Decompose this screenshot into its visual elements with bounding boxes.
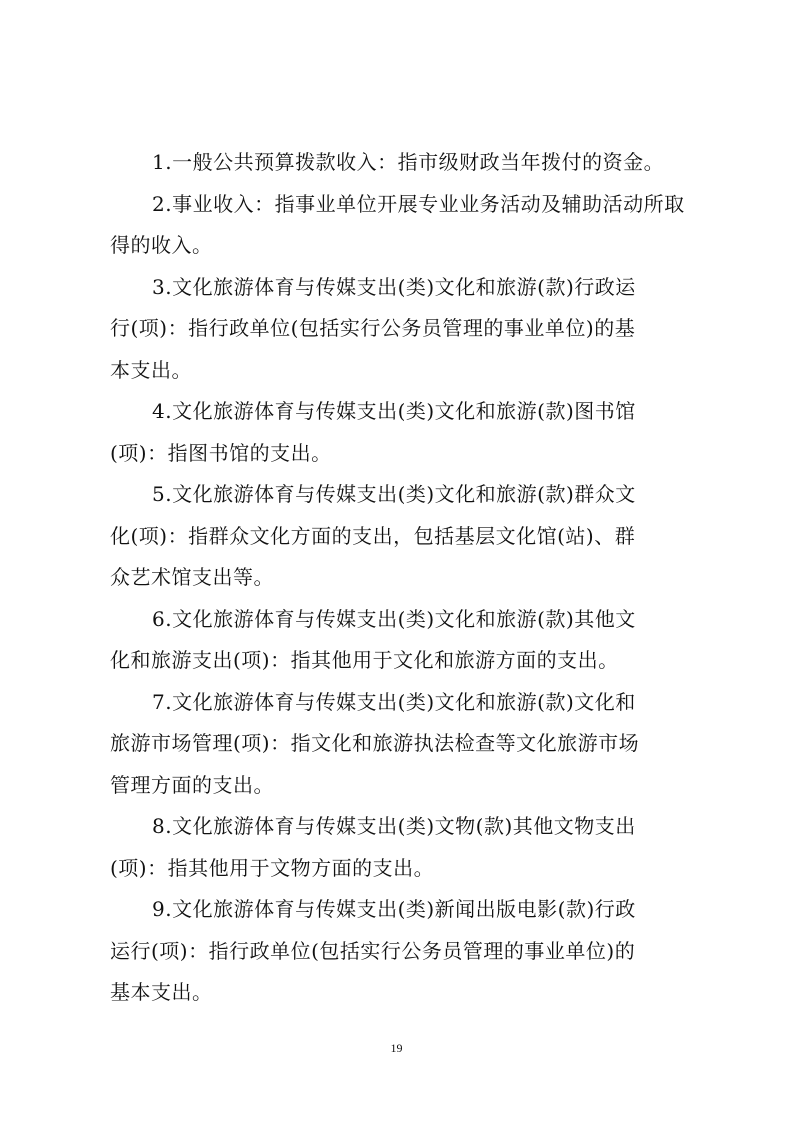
- paragraph-first-line: 7.文化旅游体育与传媒支出(类)文化和旅游(款)文化和: [152, 690, 636, 714]
- paragraph-first-line: 5.文化旅游体育与传媒支出(类)文化和旅游(款)群众文: [152, 482, 636, 506]
- paragraph-line: 基本支出。: [110, 980, 213, 1004]
- paragraph-line: 众艺术馆支出等。: [110, 565, 274, 589]
- paragraph-line: 行(项)：指行政单位(包括实行公务员管理的事业单位)的基: [110, 316, 636, 340]
- paragraph-line: 化和旅游支出(项)：指其他用于文化和旅游方面的支出。: [110, 648, 619, 672]
- paragraph-first-line: 4.文化旅游体育与传媒支出(类)文化和旅游(款)图书馆: [152, 399, 636, 423]
- paragraph-first-line: 3.文化旅游体育与传媒支出(类)文化和旅游(款)行政运: [152, 275, 636, 299]
- paragraph-line: 得的收入。: [110, 233, 213, 257]
- paragraph-line: 本支出。: [110, 358, 192, 382]
- paragraph-first-line: 2.事业收入：指事业单位开展专业业务活动及辅助活动所取: [152, 192, 685, 216]
- paragraph-line: 旅游市场管理(项)：指文化和旅游执法检查等文化旅游市场: [110, 731, 640, 755]
- paragraph-first-line: 6.文化旅游体育与传媒支出(类)文化和旅游(款)其他文: [152, 607, 636, 631]
- paragraph-line: 管理方面的支出。: [110, 773, 274, 797]
- paragraph-line: 运行(项)：指行政单位(包括实行公务员管理的事业单位)的: [110, 939, 636, 963]
- paragraph-line: (项)：指其他用于文物方面的支出。: [110, 856, 435, 880]
- paragraph-line: (项)：指图书馆的支出。: [110, 441, 332, 465]
- paragraph-first-line: 9.文化旅游体育与传媒支出(类)新闻出版电影(款)行政: [152, 897, 636, 921]
- page-number: 19: [390, 1041, 403, 1055]
- paragraph-first-line: 8.文化旅游体育与传媒支出(类)文物(款)其他文物支出: [152, 814, 636, 838]
- paragraph-line: 化(项)：指群众文化方面的支出，包括基层文化馆(站)、群: [110, 524, 636, 548]
- paragraph-first-line: 1.一般公共预算拨款收入：指市级财政当年拨付的资金。: [152, 150, 665, 174]
